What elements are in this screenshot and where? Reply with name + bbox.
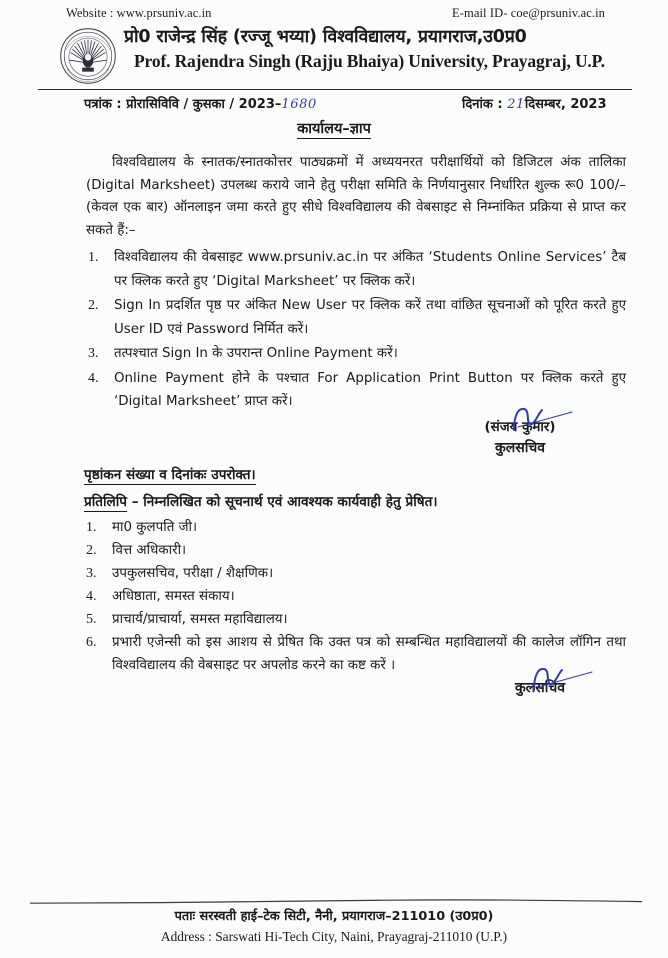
- document-body: [86, 152, 626, 415]
- list-item-number: 3.: [86, 566, 97, 581]
- recipients-list: [84, 516, 626, 677]
- list-item: [84, 562, 626, 585]
- header-divider: [38, 89, 632, 90]
- contact-row: [0, 6, 668, 26]
- memo-title: [0, 118, 668, 138]
- endorsement-line: [84, 464, 626, 487]
- copy-to-label: प्रतिलिपि: [84, 494, 127, 510]
- intro-paragraph: विश्वविद्यालय के स्नातक/स्नातकोत्तर पाठ्यक्रमों में अध्ययनरत परीक्षार्थियों को डिजिटल अंक तालिका (Digital Marksheet) उपलब्ध कराये जाने हेतु परीक्षा समिति के निर्णयानुसार निर्धारित शुल्क रू0 100/– (केवल एक बार) ऑनलाइन जमा करते हुए सीधे विश्वविद्यालय की वेबसाइट से निम्नांकित प्रक्रिया से प्राप्त कर सकते हैं:–: [86, 155, 626, 238]
- list-item-number: 6.: [86, 635, 97, 650]
- list-item: [86, 367, 626, 414]
- list-item-number: 2.: [86, 543, 97, 558]
- university-name-hindi: प्रो0 राजेन्द्र सिंह (रज्जू भय्या) विश्वविद्यालय, प्रयागराज,उ0प्र0: [124, 27, 527, 47]
- list-item-number: 1.: [88, 250, 99, 265]
- address-english: Address : Sarswati Hi-Tech City, Naini, Prayagraj-211010 (U.P.): [160, 929, 508, 944]
- university-seal-icon: [59, 27, 117, 85]
- list-item-text: Online Payment होने के पश्चात For Application Print Button पर क्लिक करते हुए ‘Digital Marksheet’ प्राप्त करें।: [114, 370, 626, 409]
- list-item: [86, 342, 626, 366]
- list-item-number: 4.: [88, 370, 99, 386]
- document-date: [462, 94, 607, 112]
- list-item-text: वित्त अधिकारी।: [112, 543, 187, 558]
- footer: [0, 907, 668, 946]
- signature-block-registrar-secondary: [460, 678, 620, 699]
- website-text: Website : www.prsuniv.ac.in: [66, 6, 212, 20]
- reference-label: पत्रांक : प्रोरासिविवि / कुसका / 2023–: [84, 97, 282, 112]
- list-item-number: 1.: [86, 520, 97, 535]
- reference-number: [84, 94, 317, 112]
- reference-handwritten-value: 1680: [281, 97, 317, 112]
- date-rest: दिसम्बर, 2023: [524, 97, 607, 112]
- reference-date-row: [0, 94, 668, 116]
- procedure-steps-list: [86, 246, 626, 414]
- copy-to-rest: – निम्नलिखित को सूचनार्थ एवं आवश्यक कार्यवाही हेतु प्रेषित।: [126, 494, 438, 510]
- list-item: [86, 246, 626, 293]
- endorsement-text: पृष्ठांकन संख्या व दिनांकः उपरोक्त।: [84, 467, 256, 483]
- signatory-name: (संजय कुमार): [484, 420, 556, 435]
- signatory-designation: कुलसचिव: [514, 680, 565, 696]
- list-item: [84, 585, 626, 608]
- list-item: [84, 539, 626, 562]
- list-item-number: 2.: [88, 298, 99, 313]
- list-item-number: 3.: [88, 346, 99, 361]
- list-item-text: उपकुलसचिव, परीक्षा / शैक्षणिक।: [112, 566, 274, 581]
- letterhead: [0, 26, 668, 86]
- memo-title-text: कार्यालय–ज्ञाप: [297, 121, 371, 137]
- list-item-text: प्राचार्य/प्राचार्या, समस्त महाविद्यालय।: [112, 612, 288, 627]
- list-item-text: प्रभारी एजेन्सी को इस आशय से प्रेषित कि उक्त पत्र को सम्बन्धित महाविद्यालयों की कालेज लॉगिन तथा विश्वविद्यालय की वेबसाइट पर अपलोड करने का कष्ट करें ।: [112, 635, 626, 673]
- list-item-text: Sign In प्रदर्शित पृष्ठ पर अंकित New User पर क्लिक करें तथा वांछित सूचनाओं को पूरित करते हुए User ID एवं Password निर्मित करें।: [114, 298, 626, 337]
- list-item: [84, 608, 626, 631]
- copy-to-heading: [84, 489, 626, 515]
- university-title-block: [124, 26, 638, 73]
- list-item: [86, 294, 626, 341]
- email-text: E-mail ID- coe@prsuniv.ac.in: [452, 6, 606, 20]
- date-handwritten-value: 21: [507, 97, 525, 112]
- address-hindi: पताः सरस्वती हाई–टेक सिटी, नैनी, प्रयागराज–211010 (उ0प्र0): [174, 909, 494, 924]
- list-item-text: तत्पश्चात Sign In के उपरान्त Online Payment करें।: [114, 346, 398, 361]
- date-label: दिनांक :: [462, 97, 508, 112]
- list-item: [84, 631, 626, 677]
- signature-block-registrar: [430, 418, 610, 459]
- list-item-text: अधिष्ठाता, समस्त संकाय।: [112, 589, 235, 604]
- list-item-number: 5.: [86, 612, 97, 627]
- endorsement-section: [84, 464, 626, 677]
- list-item-text: मा0 कुलपति जी।: [112, 520, 198, 535]
- list-item: [84, 516, 626, 539]
- signatory-designation: कुलसचिव: [494, 440, 545, 456]
- list-item-number: 4.: [86, 589, 97, 604]
- footer-divider: [30, 899, 642, 905]
- university-name-english: Prof. Rajendra Singh (Rajju Bhaiya) University, Prayagraj, U.P.: [134, 50, 605, 71]
- list-item-text: विश्वविद्यालय की वेबसाइट www.prsuniv.ac.in पर अंकित ‘Students Online Services’ टैब पर क्लिक करते हुए ‘Digital Marksheet’ पर क्लिक करें।: [114, 250, 626, 289]
